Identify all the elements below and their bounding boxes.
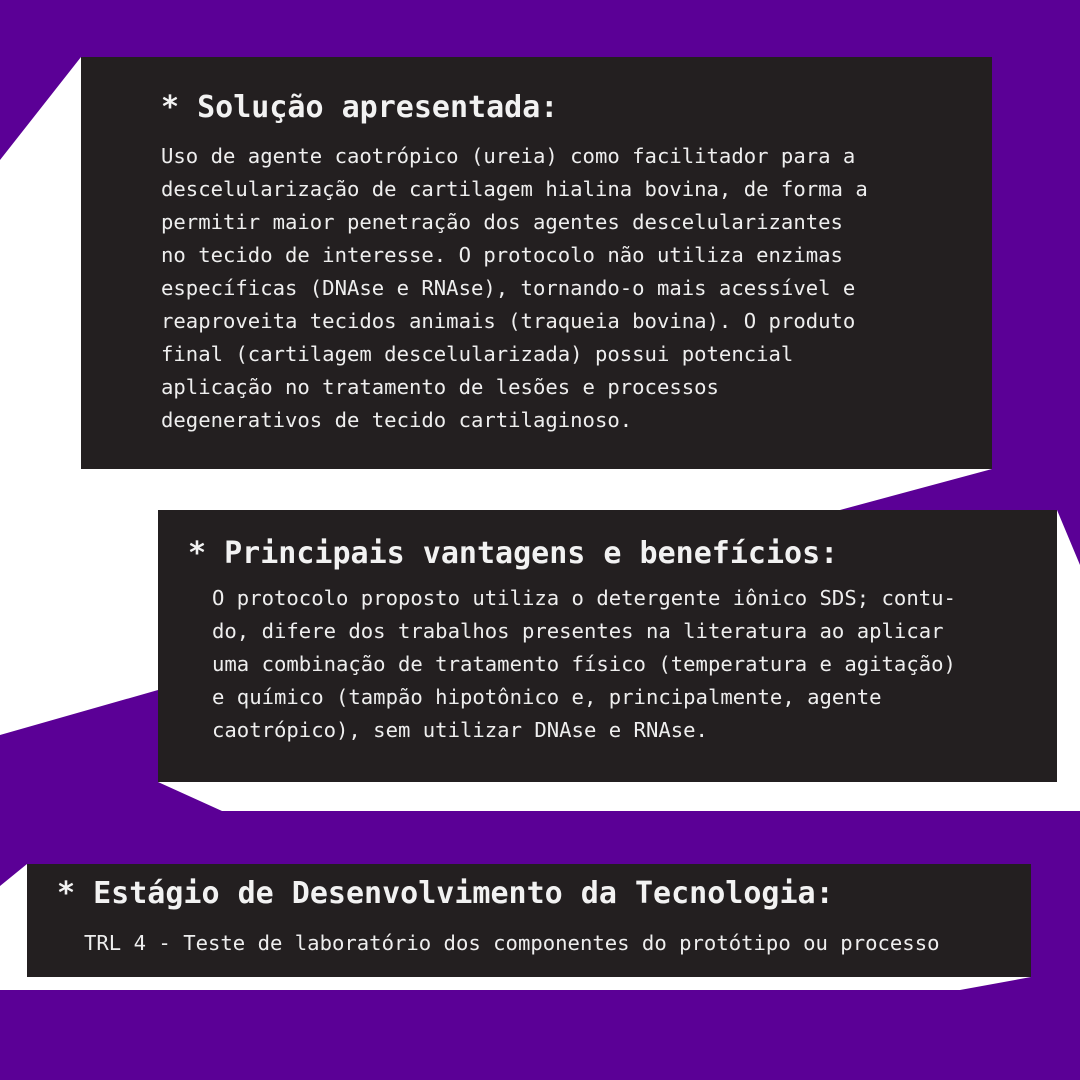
- development-stage-card: [27, 864, 1031, 977]
- advantages-heading: * Principais vantagens e benefícios:: [188, 536, 839, 571]
- development-stage-text: TRL 4 - Teste de laboratório dos componentes do protótipo ou processo: [84, 931, 940, 955]
- solution-text: Uso de agente caotrópico (ureia) como facilitador para a descelularização de cartilagem hialina bovina, de forma a permitir maior penetração dos agentes descelularizantes no tecido de interesse. O protocolo não utiliza enzimas específicas (DNAse e RNAse), tornando-o mais acessível e reaproveita tecidos animais (traqueia bovina). O produto final (cartilagem descelularizada) possui potencial aplicação no tratamento de lesões e processos degenerativos de tecido cartilaginoso.: [161, 144, 868, 432]
- solution-card: [81, 57, 992, 469]
- development-stage-heading: * Estágio de Desenvolvimento da Tecnologia:: [57, 876, 834, 911]
- advantages-text: O protocolo proposto utiliza o detergente iônico SDS; contu- do, difere dos trabalhos presentes na literatura ao aplicar uma combinação de tratamento físico (temperatura e agitação) e químico (tampão hipotônico e, principalmente, agente caotrópico), sem utilizar DNAse e RNAse.: [212, 586, 956, 742]
- solution-heading: * Solução apresentada:: [161, 90, 559, 125]
- advantages-card: [158, 510, 1057, 782]
